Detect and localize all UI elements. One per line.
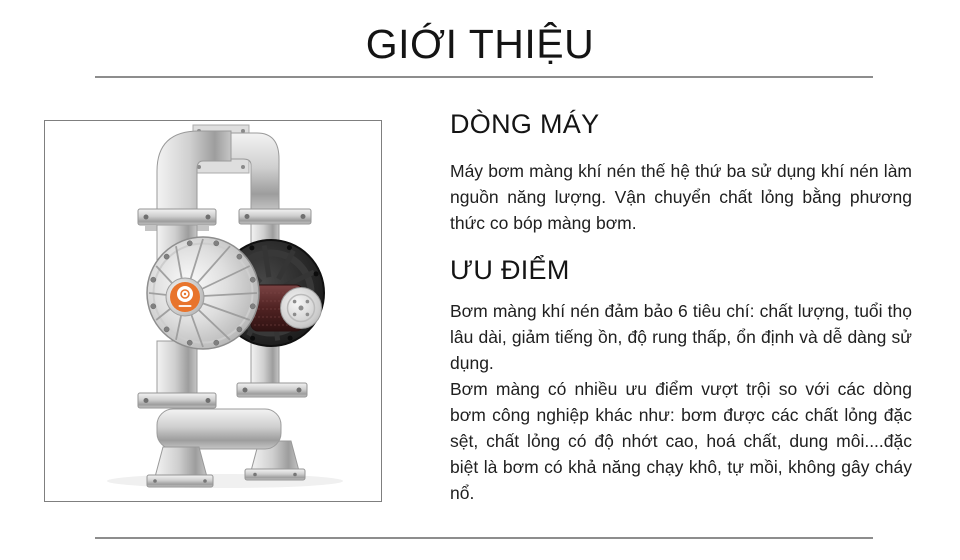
pump-muffler — [251, 285, 322, 331]
diaphragm-pump-image — [45, 121, 381, 501]
uu-diem-paragraph-1: Bơm màng khí nén đảm bảo 6 tiêu chí: chất lượng, tuổi thọ lâu dài, giảm tiếng ồn, độ rung thấp, ổn định và dễ dàng sử dụng. — [450, 301, 912, 373]
dong-may-paragraph: Máy bơm màng khí nén thế hệ thứ ba sử dụng khí nén làm nguồn năng lượng. Vận chuyển chất lỏng bằng phương thức co bóp màng bơm. — [450, 161, 912, 233]
ground-shadow — [107, 474, 343, 488]
brand-badge — [170, 282, 200, 312]
uu-diem-paragraph-2: Bơm màng có nhiều ưu điểm vượt trội so với các dòng bơm công nghiệp khác như: bơm được các chất lỏng đặc sệt, chất lỏng có độ nhớt cao, hoá chất, dung môi....đặc biệt là bơm có khả năng chạy khô, tự mồi, không gây cháy nổ. — [450, 379, 912, 503]
pump-front-chamber — [147, 237, 259, 349]
section-heading-uu-diem: ƯU ĐIỂM — [450, 255, 570, 285]
content-column — [450, 107, 912, 506]
section-heading-dong-may: DÒNG MÁY — [450, 109, 600, 139]
pump-image-frame — [44, 120, 382, 502]
footer-divider — [95, 537, 873, 539]
page-title: GIỚI THIỆU — [365, 21, 595, 67]
title-divider — [95, 76, 873, 78]
